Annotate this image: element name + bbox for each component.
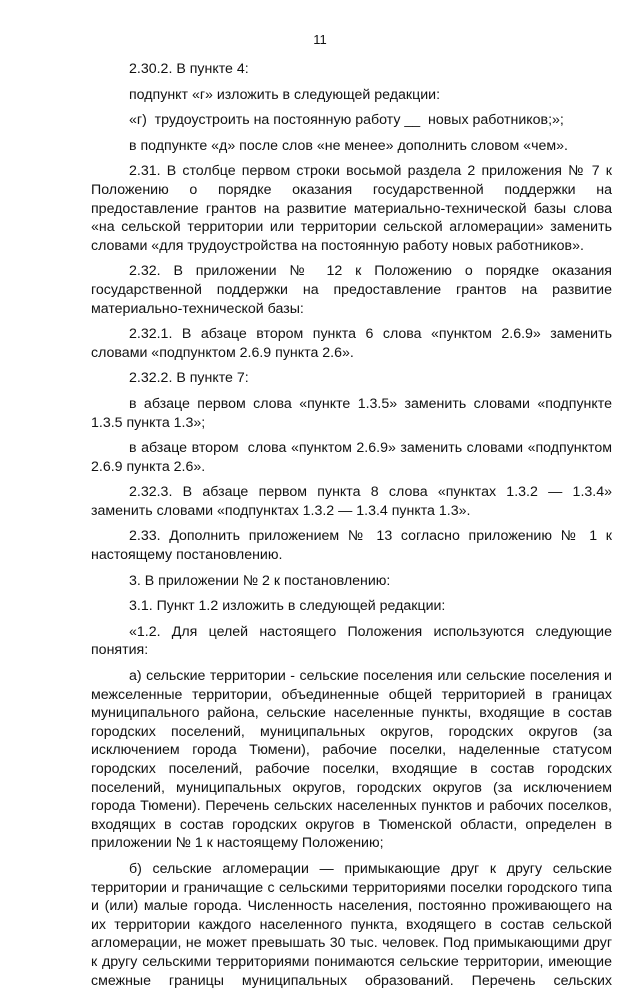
paragraph: а) сельские территории - сельские поселения или сельские поселения и межселенные территории, объединенные общей территорией в границах муниципального района, сельские населенные пункты, входящие в состав городских поселений, муниципальных округов, городских округов (за исключением города Тюмени), рабочие поселки, наделенные статусом городских поселений, рабочие поселки, входящие в состав городских поселений, муниципальных округов, городских округов (за исключением города Тюмени). Перечень сельских населенных пунктов и рабочих поселков, входящих в состав городских округов в Тюменской области, определен в приложении № 1 к настоящему Положению; [91,668,616,852]
paragraph: 2.32.1. В абзаце втором пункта 6 слова «пунктом 2.6.9» заменить словами «подпунктом 2.6.9 пункта 2.6». [91,326,616,361]
paragraph: в абзаце первом слова «пункте 1.3.5» заменить словами «подпункте 1.3.5 пункта 1.3»; [91,395,616,431]
paragraph: в подпункте «д» после слов «не менее» дополнить словом «чем». [129,137,568,154]
paragraph: подпункт «г» изложить в следующей редакции: [129,86,441,103]
paragraph: в абзаце втором слова «пунктом 2.6.9» заменить словами «подпунктом 2.6.9 пункта 2.6». [91,440,616,475]
paragraph: 2.33. Дополнить приложением № 13 согласно приложению № 1 к настоящему постановлению. [91,528,616,564]
paragraph: 2.32. В приложении № 12 к Положению о порядке оказания государственной поддержки на предоставление грантов на развитие материально-технической базы: [91,263,616,317]
paragraph: 3. В приложении № 2 к постановлению: [129,572,391,589]
paragraph: 3.1. Пункт 1.2 изложить в следующей редакции: [129,598,446,615]
page-number: 11 [313,32,327,47]
paragraph: 2.30.2. В пункте 4: [129,61,249,77]
paragraph: «г) трудоустроить на постоянную работу __ новых работников;»; [129,112,564,129]
paragraph: 2.32.2. В пункте 7: [129,370,249,387]
paragraph: 2.32.3. В абзаце первом пункта 8 слова «пунктах 1.3.2 — 1.3.4» заменить словами «подпунктах 1.3.2 — 1.3.4 пункта 1.3». [91,484,616,519]
document-body [91,60,616,990]
paragraph: 2.31. В столбце первом строки восьмой раздела 2 приложения № 7 к Положению о порядке оказания государственной поддержки на предоставление грантов на развитие материально-технической базы слова «на сельской территории или территории сельской агломерации» заменить словами «для трудоустройства на постоянную работу новых работников». [91,163,616,254]
paragraph: б) сельские агломерации — примыкающие друг к другу сельские территории и граничащие с сельскими территориями поселки городского типа и (или) малые города. Численность населения, постоянно проживающего на их территории каждого населенного пункта, входящего в состав сельской агломерации, не может превышать 30 тыс. человек. Под примыкающими друг к другу сельскими территориями понимаются сельские территории, имеющие смежные границы муниципальных образований. Перечень сельских [91,860,616,989]
paragraph: «1.2. Для целей настоящего Положения используются следующие понятия: [91,623,616,659]
